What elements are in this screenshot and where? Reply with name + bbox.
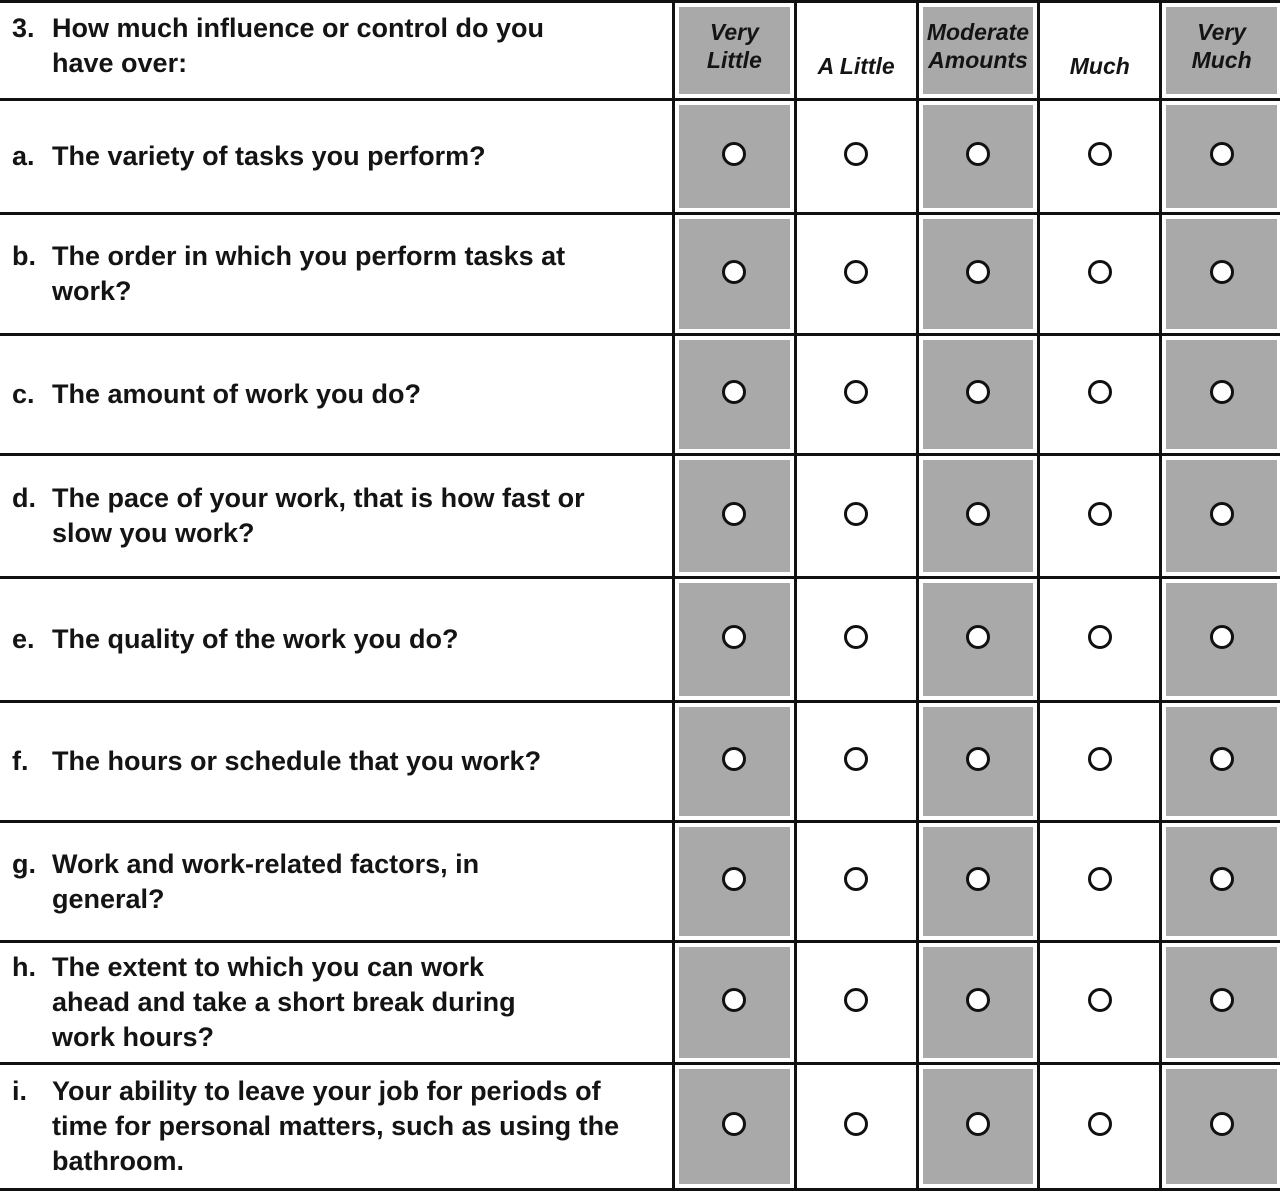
radio-option-a-little[interactable] (844, 988, 868, 1012)
answer-cell (1039, 578, 1161, 702)
radio-option-very-much[interactable] (1210, 260, 1234, 284)
radio-option-moderate-amounts[interactable] (966, 380, 990, 404)
item-text: The hours or schedule that you work? (52, 746, 542, 776)
question-row (0, 578, 1280, 702)
radio-option-a-little[interactable] (844, 747, 868, 771)
item-letter: g. (12, 848, 36, 879)
radio-option-a-little[interactable] (844, 142, 868, 166)
radio-option-much[interactable] (1088, 867, 1112, 891)
answer-cell (674, 942, 796, 1064)
question-row (0, 455, 1280, 578)
item-letter: b. (12, 241, 36, 271)
answer-cell (917, 702, 1039, 822)
item-text: The extent to which you can work ahead and take a short break during work hours? (52, 952, 516, 1052)
answer-cell (917, 100, 1039, 214)
item-cell (0, 455, 674, 578)
answer-cell (917, 578, 1039, 702)
item-text: The variety of tasks you perform? (52, 141, 486, 171)
item-text: The quality of the work you do? (52, 624, 459, 654)
answer-cell (795, 942, 917, 1064)
radio-option-moderate-amounts[interactable] (966, 747, 990, 771)
answer-cell (1161, 100, 1280, 214)
radio-option-very-much[interactable] (1210, 867, 1234, 891)
question-row (0, 1064, 1280, 1190)
item-cell (0, 578, 674, 702)
item-letter: e. (12, 624, 35, 654)
answer-cell (795, 1064, 917, 1190)
radio-option-a-little[interactable] (844, 260, 868, 284)
answer-cell (674, 335, 796, 455)
item-letter: a. (12, 141, 35, 171)
answer-cell (795, 214, 917, 335)
answer-cell (674, 100, 796, 214)
answer-cell (1161, 702, 1280, 822)
answer-cell (795, 822, 917, 942)
answer-cell (1161, 942, 1280, 1064)
question-row (0, 214, 1280, 335)
item-cell (0, 942, 674, 1064)
item-text: The pace of your work, that is how fast or slow you work? (52, 483, 585, 548)
answer-cell (674, 1064, 796, 1190)
item-cell (0, 335, 674, 455)
item-text: The amount of work you do? (52, 379, 421, 409)
radio-option-very-much[interactable] (1210, 502, 1234, 526)
question-number: 3. (12, 12, 35, 43)
item-cell (0, 702, 674, 822)
header-label: Very Much (1191, 18, 1252, 73)
item-text: The order in which you perform tasks at work? (52, 241, 566, 306)
header-a-little (795, 2, 917, 100)
header-label: A Little (817, 52, 895, 79)
radio-option-a-little[interactable] (844, 867, 868, 891)
question-row (0, 335, 1280, 455)
radio-option-very-much[interactable] (1210, 625, 1234, 649)
answer-cell (674, 455, 796, 578)
item-cell (0, 214, 674, 335)
radio-option-much[interactable] (1088, 260, 1112, 284)
radio-option-very-much[interactable] (1210, 142, 1234, 166)
header-label: Moderate Amounts (926, 18, 1030, 73)
radio-option-moderate-amounts[interactable] (966, 1112, 990, 1136)
header-moderate-amounts (917, 2, 1039, 100)
item-text: Work and work-related factors, in general? (52, 848, 480, 914)
answer-cell (795, 100, 917, 214)
radio-option-very-much[interactable] (1210, 988, 1234, 1012)
answer-cell (1161, 455, 1280, 578)
question-row (0, 702, 1280, 822)
radio-option-much[interactable] (1088, 380, 1112, 404)
radio-option-much[interactable] (1088, 747, 1112, 771)
answer-cell (795, 702, 917, 822)
answer-cell (1039, 942, 1161, 1064)
answer-cell (1039, 822, 1161, 942)
item-letter: d. (12, 483, 36, 513)
radio-option-very-much[interactable] (1210, 747, 1234, 771)
answer-cell (1039, 1064, 1161, 1190)
item-letter: h. (12, 952, 36, 982)
answer-cell (795, 455, 917, 578)
answer-cell (1039, 702, 1161, 822)
answer-cell (1161, 822, 1280, 942)
header-label: Much (1069, 52, 1130, 79)
radio-option-much[interactable] (1088, 625, 1112, 649)
radio-option-a-little[interactable] (844, 1112, 868, 1136)
header-much (1039, 2, 1161, 100)
answer-cell (674, 214, 796, 335)
answer-cell (1039, 214, 1161, 335)
item-text: Your ability to leave your job for periods of time for personal matters, such as using the bathroom. (52, 1076, 620, 1176)
answer-cell (1039, 335, 1161, 455)
item-cell (0, 1064, 674, 1190)
item-letter: i. (12, 1076, 28, 1106)
answer-cell (917, 1064, 1039, 1190)
radio-option-very-much[interactable] (1210, 380, 1234, 404)
question-text: How much influence or control do you have over: (52, 12, 545, 78)
answer-cell (1039, 455, 1161, 578)
question-cell (0, 2, 674, 100)
item-letter: c. (12, 379, 35, 409)
radio-option-much[interactable] (1088, 142, 1112, 166)
answer-cell (1161, 578, 1280, 702)
radio-option-a-little[interactable] (844, 502, 868, 526)
answer-cell (917, 822, 1039, 942)
answer-cell (1161, 214, 1280, 335)
header-row (0, 2, 1280, 100)
radio-option-very-little[interactable] (722, 502, 746, 526)
radio-option-much[interactable] (1088, 502, 1112, 526)
radio-option-moderate-amounts[interactable] (966, 260, 990, 284)
answer-cell (674, 702, 796, 822)
radio-option-very-little[interactable] (722, 260, 746, 284)
radio-option-a-little[interactable] (844, 380, 868, 404)
radio-option-moderate-amounts[interactable] (966, 142, 990, 166)
header-very-much (1161, 2, 1280, 100)
header-very-little (674, 2, 796, 100)
answer-cell (917, 455, 1039, 578)
answer-cell (795, 578, 917, 702)
radio-option-much[interactable] (1088, 988, 1112, 1012)
radio-option-a-little[interactable] (844, 625, 868, 649)
radio-option-very-much[interactable] (1210, 1112, 1234, 1136)
answer-cell (917, 942, 1039, 1064)
answer-cell (674, 578, 796, 702)
item-cell (0, 100, 674, 214)
answer-cell (917, 214, 1039, 335)
item-cell (0, 822, 674, 942)
question-row (0, 942, 1280, 1064)
radio-option-moderate-amounts[interactable] (966, 867, 990, 891)
answer-cell (1039, 100, 1161, 214)
radio-option-much[interactable] (1088, 1112, 1112, 1136)
radio-option-moderate-amounts[interactable] (966, 502, 990, 526)
radio-option-moderate-amounts[interactable] (966, 988, 990, 1012)
question-row (0, 822, 1280, 942)
answer-cell (917, 335, 1039, 455)
header-label: Very Little (706, 18, 762, 73)
radio-option-moderate-amounts[interactable] (966, 625, 990, 649)
question-row (0, 100, 1280, 214)
answer-cell (674, 822, 796, 942)
answer-cell (795, 335, 917, 455)
answer-cell (1161, 335, 1280, 455)
item-letter: f. (12, 746, 29, 776)
answer-cell (1161, 1064, 1280, 1190)
